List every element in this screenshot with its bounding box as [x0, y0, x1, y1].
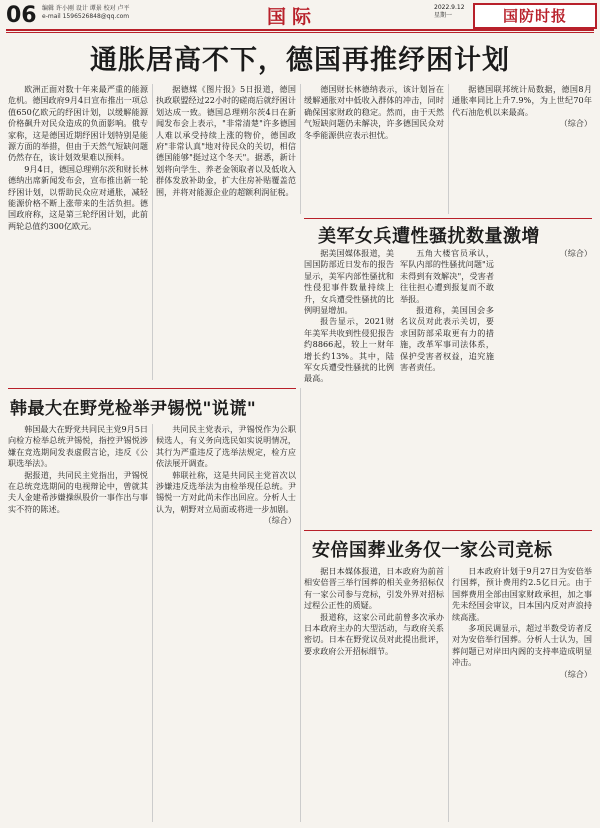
- page-header: [0, 0, 600, 30]
- korea-paragraph: 韩国最大在野党共同民主党9月5日向检方检举总统尹锡悦，指控尹锡悦涉嫌在竞选期间发表虚假言论，违反《公职选举法》。: [8, 424, 148, 469]
- usarmy-paragraph: 据美国媒体报道，美国国防部近日发布的报告显示，美军内部性骚扰和性侵犯事件数量持续上升，女兵遭受性骚扰的比例明显增加。: [304, 248, 394, 316]
- usarmy-paragraph: 报告显示，2021财年美军共收到性侵犯报告约8866起，较上一财年增长约13%。其中，陆军女兵遭受性骚扰的比例最高。: [304, 316, 394, 384]
- column-divider: [152, 424, 153, 822]
- abe-paragraph: 据日本媒体报道，日本政府为前首相安倍晋三举行国葬的相关业务招标仅有一家公司参与竞标，引发外界对招标过程公正性的质疑。: [304, 566, 444, 611]
- editor-email: e-mail 1596526848@qq.com: [42, 13, 130, 20]
- korea-column-2: [156, 424, 296, 822]
- germany-column-3: [304, 84, 444, 214]
- abe-paragraph: 多项民调显示，超过半数受访者反对为安倍举行国葬。分析人士认为，国葬问题已对岸田内阁的支持率造成明显冲击。: [452, 623, 592, 668]
- germany-column-4: [452, 84, 592, 214]
- usarmy-credit: （综合）: [559, 248, 592, 258]
- germany-paragraph: 据德国联邦统计局数据，德国8月通胀率同比上升7.9%，为上世纪70年代石油危机以来最高。: [452, 84, 592, 117]
- editor-line: 编辑 许小刚 设计 谭景 校对 卢平: [42, 5, 130, 12]
- usarmy-column-2: [400, 248, 494, 524]
- article-divider: [304, 530, 592, 531]
- usarmy-headline: 美军女兵遭性骚扰数量激增: [318, 226, 540, 247]
- usarmy-paragraph: 五角大楼官员承认，军队内部的性骚扰问题"远未得到有效解决"，受害者往往担心遭到报复而不敢举报。: [400, 248, 494, 304]
- column-divider: [300, 388, 301, 822]
- abe-credit: （综合）: [559, 668, 592, 679]
- page-number: 06: [6, 3, 37, 28]
- issue-date: 2022.9.12: [434, 4, 465, 11]
- issue-weekday: 星期一: [434, 12, 453, 19]
- korea-paragraph: 韩联社称，这是共同民主党首次以涉嫌违反选举法为由检举现任总统。尹锡悦一方对此尚未作出回应。分析人士认为，朝野对立局面或将进一步加剧。: [156, 469, 296, 514]
- column-divider: [448, 566, 449, 822]
- header-rule: [6, 29, 594, 31]
- newspaper-logo: 国防时报: [473, 3, 597, 29]
- korea-paragraph: 共同民主党表示，尹锡悦作为公职候选人，有义务向选民如实说明情况，其行为严重违反了选举法规定，检方应依法展开调查。: [156, 424, 296, 469]
- usarmy-column-1: [304, 248, 394, 524]
- abe-paragraph: 日本政府计划于9月27日为安倍举行国葬，预计费用约2.5亿日元。由于国葬费用全部由国家财政承担，加之事先未经国会审议，日本国内反对声浪持续高涨。: [452, 566, 592, 622]
- section-title: 国际: [266, 6, 317, 28]
- germany-credit: （综合）: [559, 118, 592, 129]
- germany-paragraph: 9月4日，德国总理朔尔茨和财长林德纳出席新闻发布会，宣布推出新一轮纾困计划，以帮助民众应对通胀，减轻能源价格不断上涨带来的生活负担。德国政府称，这是第三轮纾困计划，此前两轮总值约300亿欧元。: [8, 163, 148, 231]
- abe-column-1: [304, 566, 444, 822]
- korea-credit: （综合）: [263, 515, 296, 526]
- abe-column-2: [452, 566, 592, 822]
- abe-paragraph: 报道称，这家公司此前曾多次承办日本政府主办的大型活动，与政府关系密切。日本在野党议员对此提出批评，要求政府公开招标细节。: [304, 611, 444, 656]
- column-divider: [448, 84, 449, 214]
- abe-headline: 安倍国葬业务仅一家公司竞标: [312, 540, 553, 561]
- column-divider: [152, 84, 153, 380]
- korea-paragraph: 据报道，共同民主党指出，尹锡悦在总统竞选期间的电视辩论中，曾就其夫人金建希涉嫌操纵股价一事作出与事实不符的陈述。: [8, 469, 148, 514]
- germany-paragraph: 欧洲正面对数十年来最严重的能源危机。德国政府9月4日宣布推出一项总值650亿欧元的纾困计划，以缓解能源价格飙升对民众造成的负面影响。俄专家称，这是德国近期纾困计划特别是能源方面的举措，但由于天然气短缺问题仍然存在，该计划效果难以预料。: [8, 84, 148, 163]
- header-rule-thin: [6, 32, 594, 33]
- date-info: [434, 4, 470, 20]
- usarmy-column-3: [500, 248, 592, 524]
- usarmy-paragraph: 报道称，美国国会多名议员对此表示关切，要求国防部采取更有力的措施，改革军事司法体系，保护受害者权益，追究施害者责任。: [400, 305, 494, 373]
- germany-paragraph: 据德媒《图片报》5日报道，德国执政联盟经过22小时的磋商后就纾困计划达成一致。德国总理朔尔茨4日在新闻发布会上表示，"非常清楚"许多德国人难以承受持续上涨的物价，德国政府"非常认真"地对待民众的关切，相信德国能够"挺过这个冬天"。据悉，新计划将向学生、养老金领取者以及低收入群体发放补助金，扩大住房补贴覆盖范围，并将对能源企业的超额利润征税。: [156, 84, 296, 197]
- germany-column-2: [156, 84, 296, 384]
- korea-column-1: [8, 424, 148, 822]
- article-divider: [8, 388, 296, 389]
- germany-column-1: [8, 84, 148, 384]
- germany-paragraph: 德国财长林德纳表示，该计划旨在缓解通胀对中低收入群体的冲击，同时确保国家财政的稳定。然而，由于天然气短缺问题仍未解决，许多德国民众对冬季能源供应表示担忧。: [304, 84, 444, 140]
- editor-info: [42, 5, 130, 21]
- korea-headline: 韩最大在野党检举尹锡悦"说谎": [10, 399, 257, 419]
- column-divider: [300, 84, 301, 214]
- article-divider: [304, 218, 592, 219]
- germany-headline: 通胀居高不下，德国再推纾困计划: [90, 45, 510, 76]
